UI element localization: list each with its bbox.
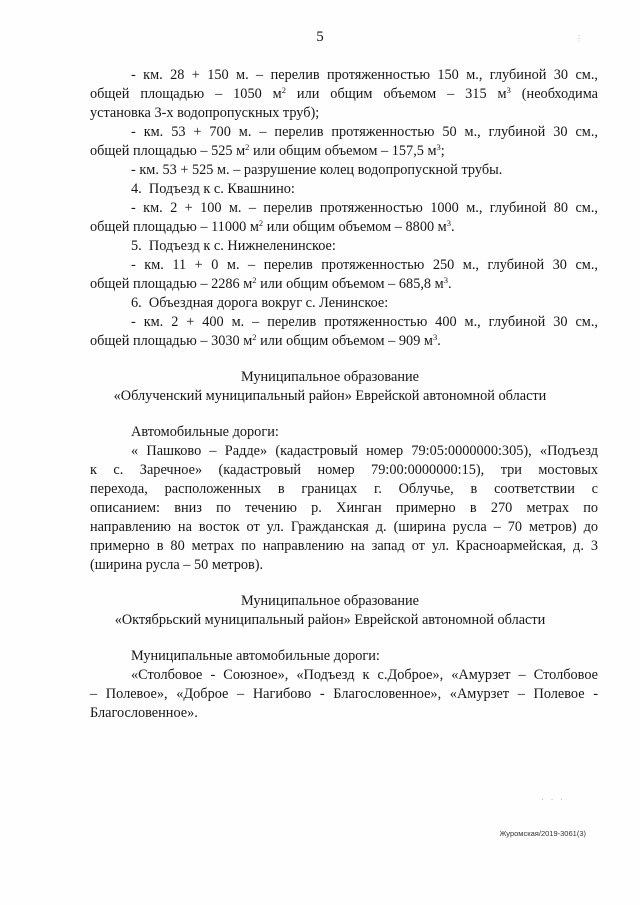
text-line: Благословенное».: [90, 705, 198, 721]
text-line: - км. 28 + 150 м. – перелив протяженностью 150 м., глубиной 30 см.,: [131, 67, 598, 83]
text-line: направлению на восток от ул. Гражданская д. (ширина русла – 70 метров) до: [90, 519, 598, 535]
text-line: - км. 2 + 400 м. – перелив протяженностью 400 м., глубиной 30 см.,: [131, 314, 598, 330]
text-line: « Пашково – Радде» (кадастровый номер 79:05:0000000:305), «Подъезд: [131, 443, 598, 459]
section-label: Автомобильные дороги:: [131, 424, 279, 440]
section-heading: «Октябрьский муниципальный район» Еврейской автономной области: [114, 612, 546, 628]
scan-artifact: · · ·: [540, 795, 565, 804]
list-heading: 6. Объездная дорога вокруг с. Ленинское:: [131, 295, 389, 311]
text-line: - км. 2 + 100 м. – перелив протяженностью 1000 м., глубиной 80 см.,: [131, 200, 598, 216]
text-line: - км. 11 + 0 м. – перелив протяженностью 250 м., глубиной 30 см.,: [131, 257, 598, 273]
text-line: описанием: вниз по течению р. Хинган примерно в 270 метрах по: [90, 500, 598, 516]
list-heading: 4. Подъезд к с. Квашнино:: [131, 181, 295, 197]
text-line: к с. Заречное» (кадастровый номер 79:00:0000000:15), три мостовых: [90, 462, 598, 478]
text-line: общей площадью – 1050 $м^2$ или общим объемом – 315 $м^3$ (необходима: [90, 85, 598, 102]
text-line: примерно в 80 метрах по направлению на запад от ул. Красноармейская, д. 3: [90, 538, 598, 554]
text-line: перехода, расположенных в границах г. Облучье, в соответствии с: [90, 481, 598, 497]
section-heading: Муниципальное образование: [241, 369, 419, 385]
page-number: 5: [316, 29, 324, 45]
text-line: – Полевое», «Доброе – Нагибово - Благословенное», «Амурзет – Полевое -: [90, 686, 598, 702]
text-line: общей площадью – 525 $м^2$ или общим объемом – 157,5 $м^3$;: [90, 142, 445, 159]
text-line: (ширина русла – 50 метров).: [90, 557, 264, 573]
text-line: общей площадью – 2286 $м^2$ или общим объемом – 685,8 $м^3$.: [90, 275, 452, 292]
text-line: установка 3-х водопропускных труб);: [90, 105, 320, 121]
footer-ref: Журомская/2019-3061(3): [499, 829, 586, 838]
section-label: Муниципальные автомобильные дороги:: [131, 648, 380, 664]
scan-artifact: ⋮: [575, 34, 583, 43]
text-line: - км. 53 + 525 м. – разрушение колец водопропускной трубы.: [131, 162, 503, 178]
text-line: общей площадью – 11000 $м^2$ или общим объемом – 8800 $м^3$.: [90, 218, 455, 235]
section-heading: «Облученский муниципальный район» Еврейской автономной области: [113, 388, 547, 404]
text-line: «Столбовое - Союзное», «Подъезд к с.Доброе», «Амурзет – Столбовое: [131, 667, 598, 683]
text-line: общей площадью – 3030 $м^2$ или общим объемом – 909 $м^3$.: [90, 332, 441, 349]
list-heading: 5. Подъезд к с. Нижнеленинское:: [131, 238, 336, 254]
text-line: - км. 53 + 700 м. – перелив протяженностью 50 м., глубиной 30 см.,: [131, 124, 598, 140]
section-heading: Муниципальное образование: [241, 593, 419, 609]
